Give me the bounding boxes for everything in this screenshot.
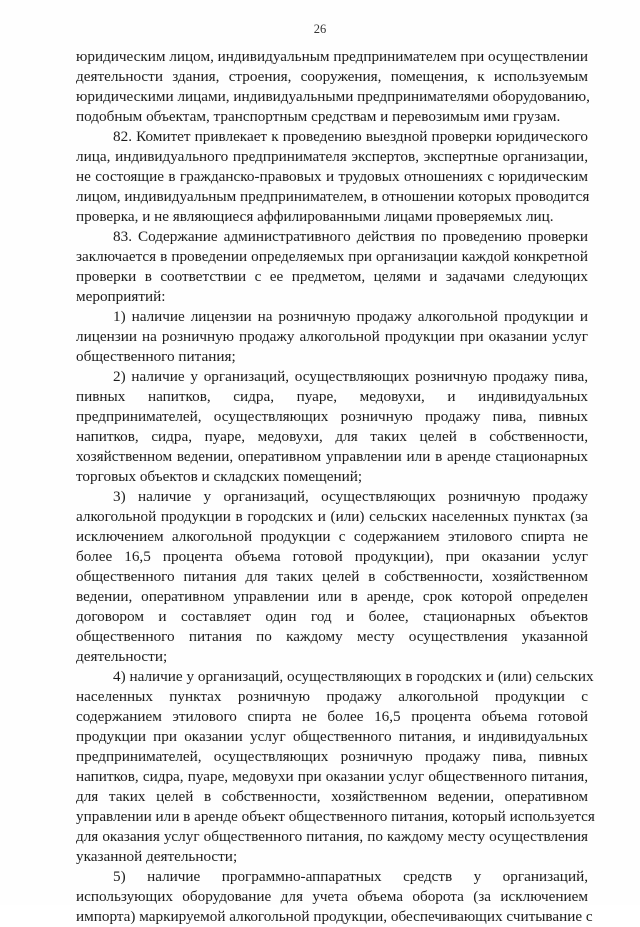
text-line: указанной деятельности; <box>76 848 238 865</box>
text-line: исключением алкогольной продукции с содержанием этилового спирта не <box>76 528 588 545</box>
text-line: предпринимателей, осуществляющих розничную продажу пива, пивных <box>76 408 588 425</box>
text-line: населенных пунктах розничную продажу алкогольной продукции с <box>76 688 588 705</box>
paragraph <box>76 367 588 487</box>
text-line: хозяйственном ведении, оперативном управлении или в аренде стационарных <box>76 448 588 465</box>
paragraph <box>76 47 588 127</box>
text-line: общественного питания для таких целей в собственности, хозяйственном <box>76 568 588 585</box>
text-line: лицензии на розничную продажу алкогольной продукции при оказании услуг <box>76 328 588 345</box>
text-line: 1) наличие лицензии на розничную продажу алкогольной продукции и <box>113 308 588 325</box>
text-line: алкогольной продукции в городских и (или) сельских населенных пунктах (за <box>76 508 588 525</box>
text-line: пивных напитков, сидра, пуаре, медовухи, и индивидуальных <box>76 388 588 405</box>
text-line: использующих оборудование для учета объема оборота (за исключением <box>76 888 588 905</box>
text-line: ведении, оперативном управлении или в аренде, срок которой определен <box>76 588 588 605</box>
text-line: 4) наличие у организаций, осуществляющих в городских и (или) сельских <box>113 668 594 685</box>
document-body <box>76 47 595 927</box>
text-line: торговых объектов и складских помещений; <box>76 468 363 485</box>
text-line: 82. Комитет привлекает к проведению выездной проверки юридического <box>113 128 588 145</box>
text-line: юридическими лицами, индивидуальными предпринимателями оборудованию, <box>76 88 590 105</box>
paragraph <box>76 307 588 367</box>
paragraph <box>76 667 595 867</box>
text-line: продукции при оказании услуг общественного питания, и индивидуальных <box>76 728 588 745</box>
text-line: предпринимателей, осуществляющих розничную продажу пива, пивных <box>76 748 588 765</box>
text-line: заключается в проведении определяемых при организации каждой конкретной <box>76 248 588 265</box>
text-line: деятельности здания, строения, сооружения, помещения, к используемым <box>76 68 588 85</box>
text-line: лицом, индивидуальным предпринимателем, в отношении которых проводится <box>76 188 590 205</box>
text-line: подобным объектам, транспортным средствам и перевозимым ими грузам. <box>76 108 561 125</box>
text-line: лица, индивидуального предпринимателя экспертов, экспертные организации, <box>76 148 588 165</box>
text-line: 5) наличие программно-аппаратных средств у организаций, <box>113 868 588 885</box>
text-line: проверки в соответствии с ее предметом, целями и задачами следующих <box>76 268 588 285</box>
text-line: импорта) маркируемой алкогольной продукции, обеспечивающих считывание с <box>76 908 593 925</box>
text-line: юридическим лицом, индивидуальным предпринимателем при осуществлении <box>76 48 588 65</box>
text-line: напитков, сидра, пуаре, медовухи, для таких целей в собственности, <box>76 428 588 445</box>
page-number: 26 <box>313 22 327 36</box>
text-line: 3) наличие у организаций, осуществляющих розничную продажу <box>113 488 588 505</box>
text-line: управлении или в аренде объект общественного питания, который используется <box>76 808 595 825</box>
text-line: для таких целей в собственности, хозяйственном ведении, оперативном <box>76 788 588 805</box>
paragraph <box>76 487 588 667</box>
text-line: мероприятий: <box>76 288 166 305</box>
text-line: напитков, сидра, пуаре, медовухи при оказании услуг общественного питания, <box>76 768 588 785</box>
text-line: не состоящие в гражданско-правовых и трудовых отношениях с юридическим <box>76 168 588 185</box>
text-line: договором и составляет один год и более, стационарных объектов <box>76 608 588 625</box>
text-line: для оказания услуг общественного питания, по каждому месту осуществления <box>76 828 588 845</box>
text-line: проверка, и не являющиеся аффилированными лицами проверяемых лиц. <box>76 208 554 225</box>
text-line: общественного питания по каждому месту осуществления указанной <box>76 628 588 645</box>
paragraph <box>76 127 588 227</box>
text-line: деятельности; <box>76 648 168 665</box>
text-line: содержанием этилового спирта не более 16,5 процента объема готовой <box>76 708 588 725</box>
paragraph <box>76 227 588 307</box>
text-line: общественного питания; <box>76 348 236 365</box>
text-line: более 16,5 процента объема готовой продукции), при оказании услуг <box>76 548 588 565</box>
text-line: 2) наличие у организаций, осуществляющих розничную продажу пива, <box>113 368 588 385</box>
text-line: 83. Содержание административного действия по проведению проверки <box>113 228 588 245</box>
paragraph <box>76 867 593 927</box>
